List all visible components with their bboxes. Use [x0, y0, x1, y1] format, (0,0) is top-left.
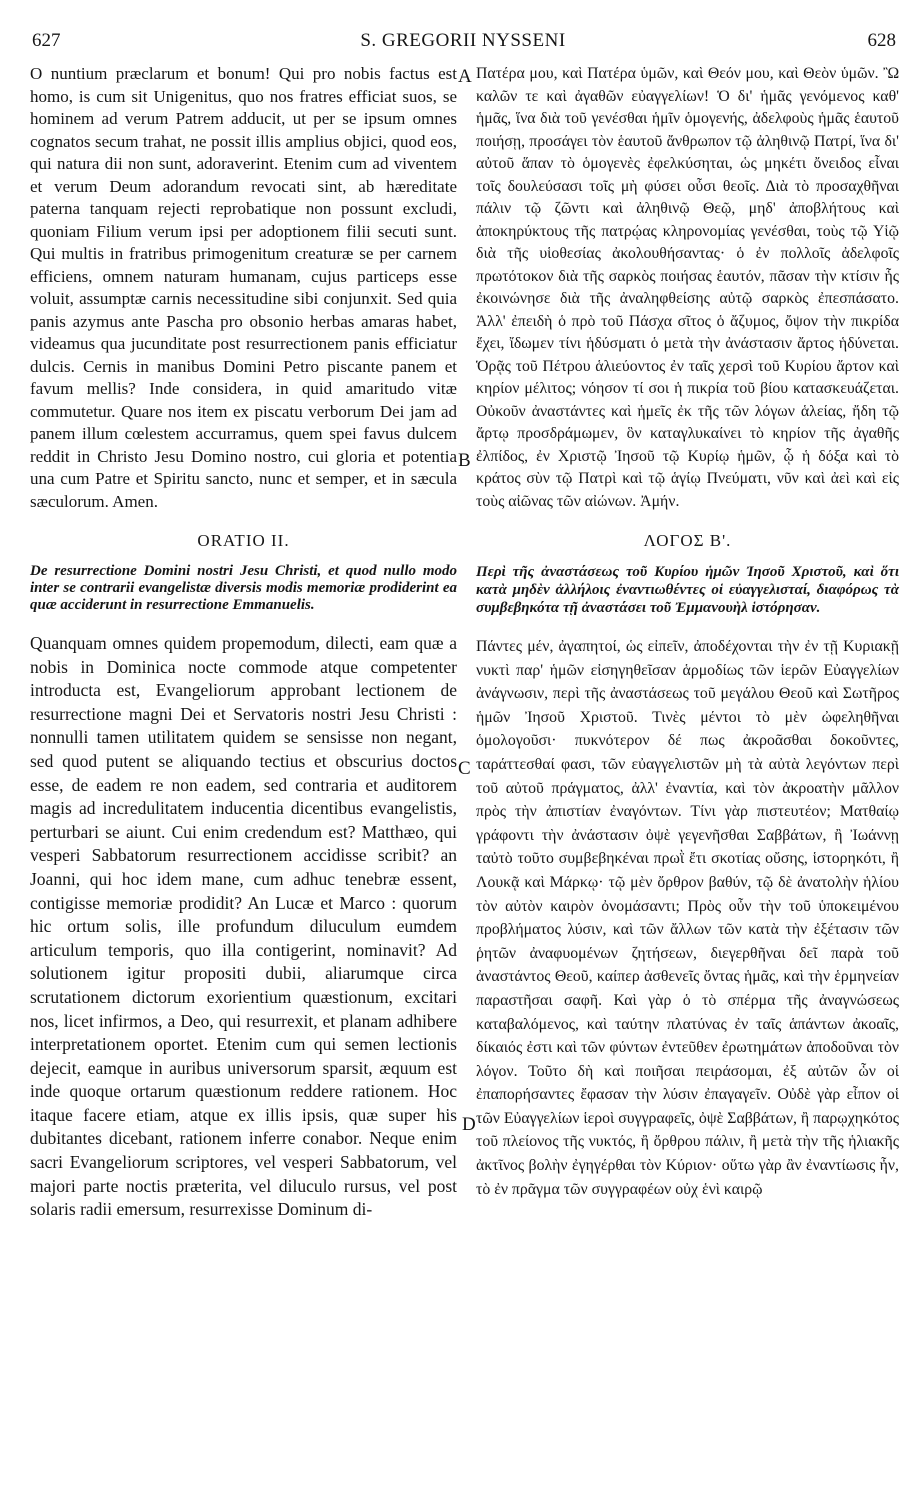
- greek-paragraph-2: Πάντες μέν, ἀγαπητοί, ὡς εἰπεῖν, ἀποδέχονται τὴν ἐν τῇ Κυριακῇ νυκτὶ παρ' ἡμῶν εἰσηγηθεῖσαν ἁρμοδίως τῶν ἱερῶν Εὐαγγελίων ἀνάγνωσιν, περὶ τῆς ἀναστάσεως τοῦ μεγάλου Θεοῦ καὶ Σωτῆρος ἡμῶν Ἰησοῦ Χριστοῦ. Τινὲς μέντοι τὸ μὲν ὠφεληθῆναι ὁμολογοῦσι· πυκνότερον δέ πως ἀκροᾶσθαι δοκοῦντες, ταράττεσθαί φασι, τῶν εὐαγγελιστῶν μὴ τὰ αὐτὰ λεγόντων περὶ τοῦ αὐτοῦ πράγματος, ἀλλ' ἐναντία, καὶ τὸν ἀκροατὴν μᾶλλον πρὸς τὴν ἀπιστίαν ἐναγόντων. Τίνι γὰρ πιστευτέον; Ματθαίῳ γράφοντι τὴν ἀνάστασιν ὀψὲ γεγενῆσθαι Σαββάτων, ἢ Ἰωάννῃ ταὐτὸ τοῦτο συμβεβηκέναι πρωῒ ἔτι σκοτίας οὔσης, ἱστορηκότι, ἢ Λουκᾷ καὶ Μάρκῳ· τῷ μὲν ὄρθρον βαθύν, τῷ δὲ ἀνατολὴν ἡλίου τὸν αὐτὸν καιρὸν ὀνομάσαντι; Πρὸς οὖν τὴν τοῦ ὑποκειμένου προβλήματος λύσιν, καὶ τῶν ἄλλων τῶν κατὰ τὴν ἐξέτασιν τῶν ῥητῶν ἀναφυομένων ζητήσεων, διεγερθῆναι δεῖ παρὰ τοῦ ἀναστάντος Θεοῦ, καίπερ ἀσθενεῖς ὄντας ἡμᾶς, καὶ τὴν ἑρμηνείαν παραστῆσαι σαφῆ. Καὶ γὰρ ὁ τὸ σπέρμα τῆς ἀναγνώσεως καταβαλόμενος, καὶ ταύτην πλατύνας ἐν ταῖς ἁπάντων ἀκοαῖς, δίκαιός ἐστι καὶ τῶν φύντων ἐντεῦθεν ἐρωτημάτων ἀποδοῦναι τὸν λόγον. Τοῦτο δὴ καὶ ποιῆσαι πειράσομαι, ἐξ αὐτῶν ὧν οἱ ἐπαπορήσαντες ἔφασαν τὴν λύσιν ἐπαγαγεῖν. Οὐδὲ γὰρ εἶπον οἱ τῶν Εὐαγγελίων ἱεροὶ συγγραφεῖς, ὀψὲ Σαββάτων, ἢ παρῳχηκότος τοῦ πλείονος τῆς νυκτός, ἢ ὄρθρου πάλιν, ἢ μετὰ τὴν τῆς ἡλιακῆς ἀκτῖνος βολὴν ἐγηγέρθαι τὸν Κύριον· οὕτω γὰρ ἂν ἐναντίωσις ἦν, τὸ ἐν πρᾶγμα τῶν συγγραφέων οὐχ ἑνὶ καιρῷ: [476, 638, 899, 1198]
- greek-paragraph-1: Πατέρα μου, καὶ Πατέρα ὑμῶν, καὶ Θεόν μου, καὶ Θεὸν ὑμῶν. Ὢ καλῶν τε καὶ ἀγαθῶν εὐαγγελίων! Ὁ δι' ἡμᾶς γενόμενος καθ' ἡμᾶς, ἵνα διὰ τοῦ γενέσθαι ἡμῖν ὁμογενής, ἀδελφοὺς ἡμᾶς ἑαυτοῦ ποιήσῃ, προσάγει τὸν ἑαυτοῦ ἄνθρωπον τῷ ἀληθινῷ Πατρί, ἵνα δι' αὐτοῦ ἅπαν τὸ ὁμογενὲς ἐφελκύσηται, ὡς μηκέτι ὄνειδος εἶναι τοῖς δουλεύσασι τοῖς μὴ φύσει οὖσι θεοῖς. Διὰ τὸ προσαχθῆναι πάλιν τῷ ζῶντι καὶ ἀληθινῷ Θεῷ, μηδ' ἀποβλήτους καὶ ἀποκηρύκτους τῆς πατρῴας κληρονομίας γενέσθαι, τοὺς τῷ Υἱῷ διὰ τῆς υἱοθεσίας ἀκολουθήσαντας· ὁ ἐν πολλοῖς ἀδελφοῖς πρωτότοκον διὰ τῆς σαρκὸς ποιήσας ἑαυτόν, πᾶσαν τὴν κτίσιν ἧς ἐκοινώνησε διὰ τῆς ἀναληφθείσης αὐτῷ σαρκὸς ἐπεσπάσατο. Ἀλλ' ἐπειδὴ ὁ πρὸ τοῦ Πάσχα σῖτος ὁ ἄζυμος, ὄψον τὴν πικρίδα ἔχει, ἴδωμεν τίνι ἡδύσματι ὁ μετὰ τὴν ἀνάστασιν ἄρτος ἡδύνεται. Ὁρᾷς τοῦ Πέτρου ἁλιεύοντος ἐν ταῖς χερσὶ τοῦ Κυρίου ἄρτον καὶ κηρίον μέλιτος; νόησον τί σοι ἡ πικρία τοῦ βίου κατασκευάζεται. Οὐκοῦν ἀναστάντες καὶ ἡμεῖς ἐκ τῆς τῶν λόγων ἁλείας, ἤδη τῷ ἄρτῳ προσδράμωμεν, ὃν καταγλυκαίνει τὸ κηρίον τῆς ἀγαθῆς ἐλπίδος, ἐν Χριστῷ Ἰησοῦ τῷ Κυρίῳ ἡμῶν, ᾧ ἡ δόξα καὶ τὸ κράτος σὺν τῷ Πατρὶ καὶ τῷ ἁγίῳ Πνεύματι, νῦν καὶ ἀεὶ καὶ εἰς τοὺς αἰῶνας τῶν αἰώνων. Ἀμήν.: [476, 65, 899, 510]
- greek-subtitle: Περὶ τῆς ἀναστάσεως τοῦ Κυρίου ἡμῶν Ἰησοῦ Χριστοῦ, καὶ ὅτι κατὰ μηδὲν ἀλλήλοις ἐναντιωθέντες οἱ εὐαγγελισταί, διαφόρως τὰ συμβεβηκότα τῇ ἀναστάσει τοῦ Ἐμμανουὴλ ἱστόρησαν.: [476, 564, 899, 616]
- page-number-left: 627: [32, 30, 61, 51]
- greek-column: [476, 63, 899, 1201]
- running-title: S. GREGORII NYSSENI: [360, 30, 566, 51]
- oratio-heading: ORATIO II.: [197, 531, 290, 550]
- page-number-right: 628: [867, 30, 896, 51]
- running-header: [30, 30, 896, 60]
- margin-letter-d: D: [462, 1114, 476, 1135]
- margin-letter-b: B: [458, 450, 471, 471]
- latin-subtitle: De resurrectione Domini nostri Jesu Christi, et quod nullo modo inter se contrarii evangelistæ diversis modis memoriæ prodiderint ea quæ acciderunt in resurrectione Emmanuelis.: [30, 563, 457, 613]
- latin-column: [30, 63, 457, 1222]
- logos-heading: ΛΟΓΟΣ Β'.: [643, 531, 732, 550]
- latin-paragraph-2: Quanquam omnes quidem propemodum, dilecti, eam quæ a nobis in Dominica nocte commode atque competenter introducta est, Evangeliorum approbant lectionem de resurrectione magni Dei et Servatoris nostri Jesu Christi : nonnulli tamen utilitatem quidem se sensisse non negant, sed quod putent se aliquando tectius et obscurius doctos esse, de eadem re non eadem, sed contraria et auditorem magis ad incredulitatem inducentia dicentibus evangelistis, perturbari se aiunt. Cui enim credendum est? Matthæo, qui vesperi Sabbatorum resurrectionem accidisse scribit? an Joanni, qui hoc idem mane, cum adhuc tenebræ essent, contigisse memoriæ prodidit? An Lucæ et Marco : quorum hic ortum solis, ille profundum diluculum eumdem articulum temporis, quo illa contigerint, nominavit? Ad solutionem igitur propositi dubii, aliarumque circa scrutationem dictorum exorientium quæstionum, excitari nos, licet infirmos, a Deo, qui resurrexit, et planam adhibere interpretationem oportet. Etenim cum qui semen lectionis dejecit, eamque in auribus universorum sparsit, æquum est inde quoque ortarum quæstionum reddere rationem. Hoc itaque facere etiam, atque ex illis ipsis, quæ super his dubitantes dicebant, rationem inferre conabor. Neque enim sacri Evangeliorum scriptores, vel vesperi Sabbatorum, vel majori parte noctis præterita, vel diluculo rursus, vel post solaris radii emersum, resurrexisse Dominum di-: [30, 633, 457, 1220]
- margin-letter-a: A: [458, 66, 472, 87]
- margin-letter-c: C: [458, 758, 471, 779]
- latin-paragraph-1: O nuntium præclarum et bonum! Qui pro nobis factus est homo, is cum sit Unigenitus, quo nos fratres efficiat suos, se hominem ad verum Patrem adducit, ut per se ipsum omnes cognatos secum trahat, ne possit illis amplius objici, quod eos, qui natura dii non sunt, adoraverint. Etenim cum ad viventem et verum Deum adorandum revocati sint, ab hæreditate paterna tanquam rejecti reprobatique non possunt excludi, quoniam Filium verum ipsi per adoptionem filii secuti sunt. Qui multis in fratribus primogenitum creaturæ se per carnem efficiens, omnem naturam humanam, cujus particeps esse voluit, assumptæ carnis necessitudine sibi conjunxit. Sed quia panis azymus ante Pascha pro obsonio herbas amaras habet, videamus qua jucunditate post resurrectionem panis efficiatur dulcis. Cernis in manibus Domini Petro piscante panem et favum mellis? Inde considera, in quid amaritudo vitæ commutetur. Quare nos item ex piscatu verborum Dei jam ad panem illum cœlestem accurramus, quem spei favus dulcem reddit in Christo Jesu Domino nostro, cui gloria et potentia una cum Patre et Spiritu sancto, nunc et semper, et in sæcula sæculorum. Amen.: [30, 64, 457, 511]
